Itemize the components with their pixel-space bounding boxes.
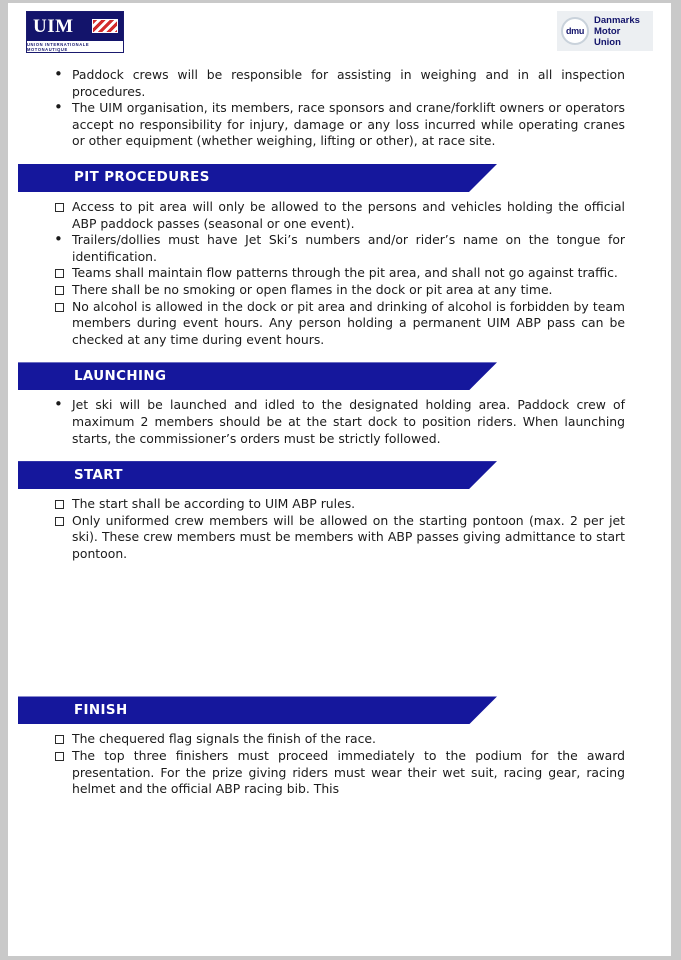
list-item — [44, 731, 625, 748]
list-item — [44, 100, 625, 150]
list-item-text: The chequered flag signals the finish of the race. — [72, 731, 376, 747]
document-body — [8, 61, 671, 798]
checkered-flag-icon — [92, 19, 118, 33]
list-item — [44, 397, 625, 447]
uim-logo — [26, 11, 124, 53]
page-edge-right — [671, 0, 681, 960]
section-list-finish — [44, 731, 625, 797]
list-item — [44, 299, 625, 349]
list-item — [44, 232, 625, 265]
uim-logo-subtitle: UNION INTERNATIONALE MOTONAUTIQUE — [27, 41, 123, 52]
page-edge-left — [0, 0, 8, 960]
section-title: PIT PROCEDURES — [74, 170, 210, 186]
page-spacer — [44, 562, 625, 682]
section-list-start — [44, 496, 625, 562]
document-header — [8, 3, 671, 61]
dmu-logo-line-1: Danmarks — [594, 14, 640, 26]
section-banner-finish — [18, 696, 497, 724]
dmu-roundel-icon: dmu — [561, 17, 589, 45]
section-list-launching — [44, 397, 625, 447]
list-item — [44, 748, 625, 798]
dmu-logo — [557, 11, 653, 51]
section-title: FINISH — [74, 702, 128, 718]
list-item-text: No alcohol is allowed in the dock or pit area and drinking of alcohol is forbidden by team members during event hours. Any person holding a permanent UIM ABP pass can be checked at any time during event hours. — [72, 298, 625, 347]
list-item-text: Jet ski will be launched and idled to the designated holding area. Paddock crew of maximum 2 members should be at the start dock to position riders. When launching starts, the commissioner’s orders must be strictly followed. — [72, 397, 625, 446]
section-banner-pit-procedures — [18, 164, 497, 192]
list-item-text: Teams shall maintain flow patterns through the pit area, and shall not go against traffic. — [72, 265, 618, 281]
list-item-text: There shall be no smoking or open flames in the dock or pit area at any time. — [72, 281, 553, 297]
uim-logo-text: UIM — [33, 15, 74, 37]
list-item-text: The top three finishers must proceed immediately to the podium for the award presentation. For the prize giving riders must wear their wet suit, racing gear, racing helmet and the official ABP racing bib. This — [72, 748, 625, 797]
dmu-logo-line-2: Motor — [594, 25, 621, 37]
intro-list — [44, 67, 625, 150]
list-item-text: Only uniformed crew members will be allowed on the starting pontoon (max. 2 per jet ski). These crew members must be members with ABP passes giving admittance to start pontoon. — [72, 512, 625, 561]
section-banner-start — [18, 461, 497, 489]
dmu-logo-line-3: Union — [594, 36, 621, 48]
list-item — [44, 282, 625, 299]
list-item-text: Paddock crews will be responsible for assisting in weighing and in all inspection procedures. — [72, 67, 625, 99]
list-item — [44, 67, 625, 100]
list-item-text: Trailers/dollies must have Jet Ski’s numbers and/or rider’s name on the tongue for identification. — [72, 232, 625, 264]
uim-logo-mark — [27, 12, 123, 41]
page-edge-bottom — [0, 956, 681, 960]
section-title: START — [74, 467, 123, 483]
list-item — [44, 199, 625, 232]
list-item-text: The UIM organisation, its members, race sponsors and crane/forklift owners or operators accept no responsibility for injury, damage or any loss incurred while operating cranes or other equipment (whether weighing, lifting or other), at race site. — [72, 100, 625, 149]
list-item-text: Access to pit area will only be allowed to the persons and vehicles holding the official ABP paddock passes (seasonal or one event). — [72, 198, 625, 231]
section-list-pit-procedures — [44, 199, 625, 348]
dmu-logo-text — [594, 15, 640, 48]
page-content — [8, 3, 671, 956]
list-item — [44, 265, 625, 282]
list-item — [44, 513, 625, 563]
list-item-text: The start shall be according to UIM ABP rules. — [72, 496, 356, 512]
section-title: LAUNCHING — [74, 368, 167, 384]
section-banner-launching — [18, 362, 497, 390]
list-item — [44, 496, 625, 513]
